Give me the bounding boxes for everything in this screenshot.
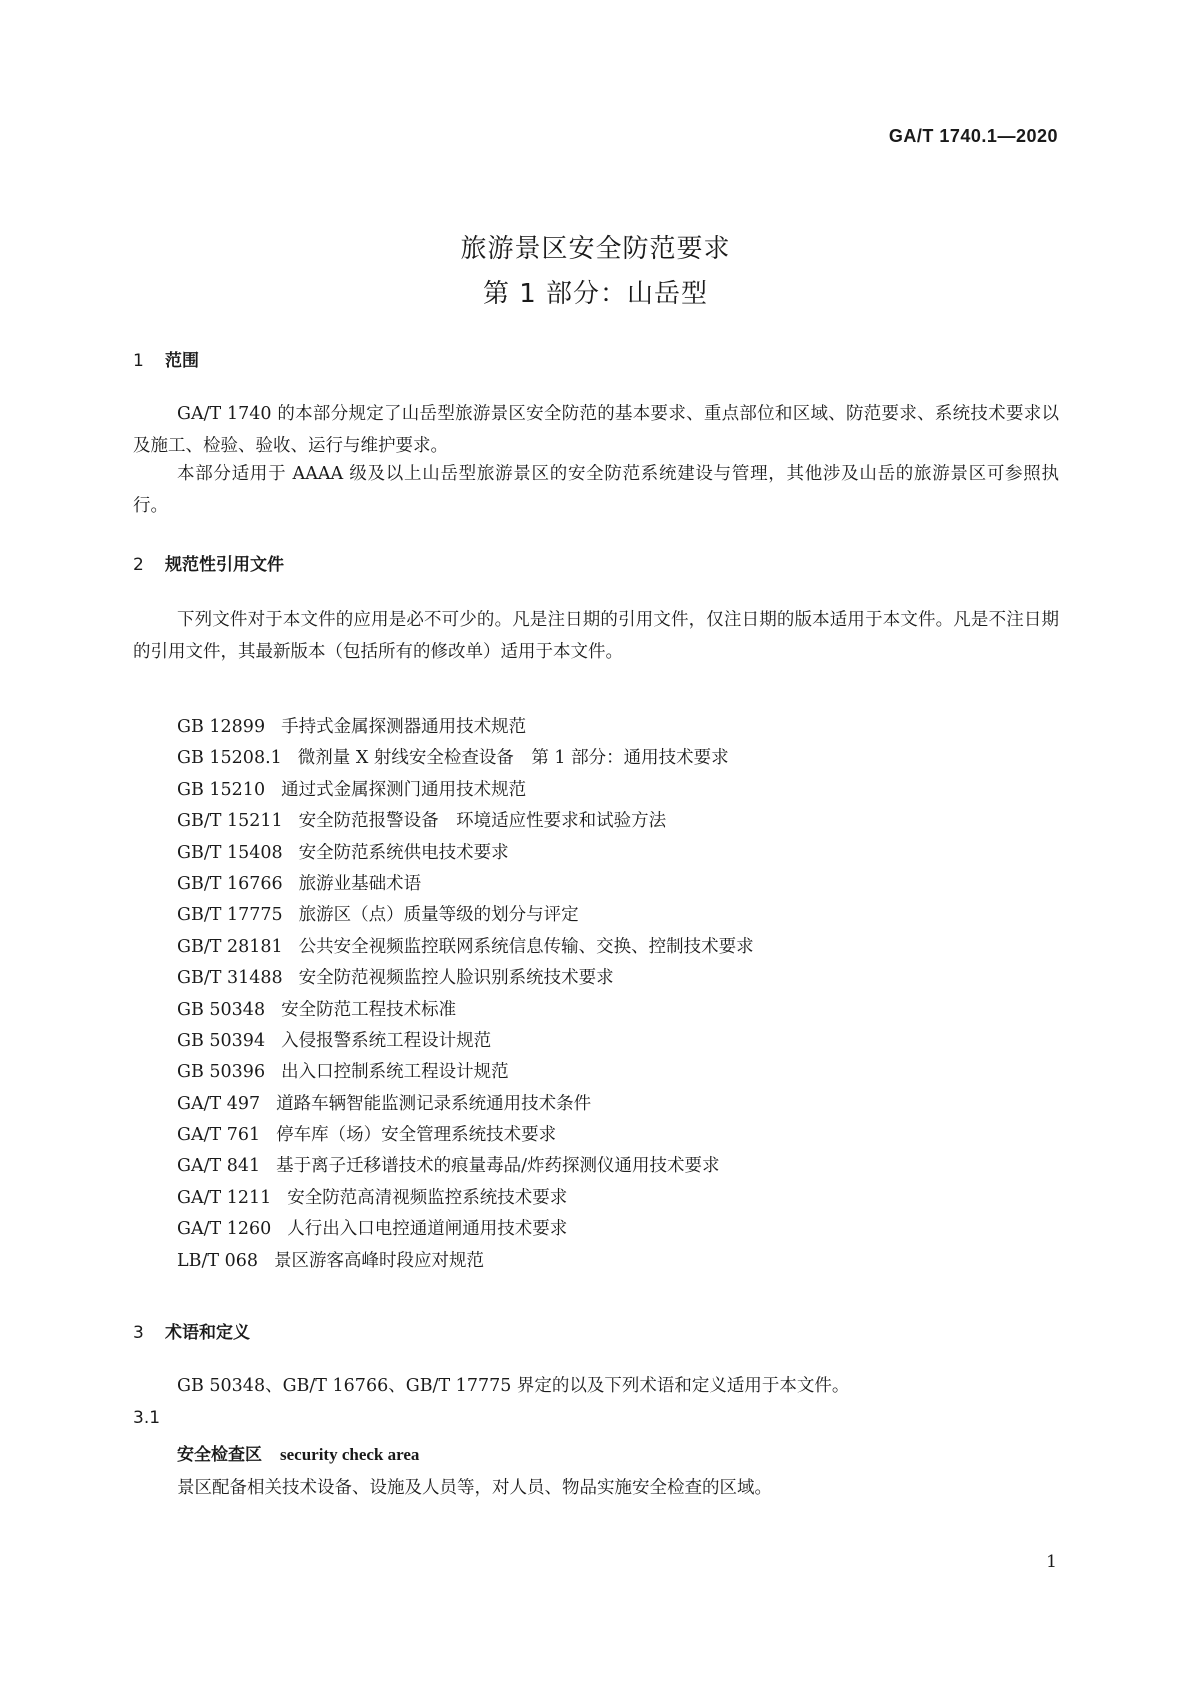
- document-subtitle: 第 1 部分：山岳型: [482, 279, 709, 309]
- section-3-heading: [133, 1318, 250, 1343]
- section-number: 3: [133, 1323, 144, 1343]
- reference-title: 安全防范工程技术标准: [281, 999, 457, 1020]
- reference-code: GB 12899: [177, 717, 266, 737]
- term-name: [177, 1440, 419, 1465]
- reference-title: 微剂量 X 射线安全检查设备 第 1 部分：通用技术要求: [297, 748, 729, 769]
- reference-item: [177, 1151, 754, 1182]
- reference-code: GA/T 761: [177, 1125, 261, 1146]
- reference-code: GA/T 841: [177, 1156, 261, 1177]
- standard-code: GA/T 1740.1—2020: [888, 126, 1058, 146]
- reference-item: [177, 900, 754, 931]
- term-definition: 景区配备相关技术设备、设施及人员等，对人员、物品实施安全检查的区域。: [177, 1478, 772, 1498]
- reference-code: GB/T 15211: [177, 811, 283, 832]
- section-number: 1: [133, 351, 144, 371]
- term-number: 3.1: [133, 1408, 161, 1428]
- reference-item: [177, 743, 754, 774]
- normative-reference-list: [177, 712, 754, 1277]
- reference-title: 基于离子迁移谱技术的痕量毒品/炸药探测仪通用技术要求: [276, 1156, 720, 1177]
- reference-code: LB/T 068: [177, 1250, 259, 1271]
- reference-code: GB/T 28181: [177, 936, 283, 957]
- page-number: 1: [1046, 1552, 1057, 1572]
- reference-title: 道路车辆智能监测记录系统通用技术条件: [276, 1093, 592, 1114]
- reference-title: 入侵报警系统工程设计规范: [281, 1030, 492, 1051]
- reference-item: [177, 1214, 754, 1245]
- reference-item: [177, 1057, 754, 1088]
- reference-code: GB/T 16766: [177, 873, 283, 894]
- reference-item: [177, 869, 754, 900]
- reference-title: 安全防范报警设备 环境适应性要求和试验方法: [298, 811, 667, 832]
- reference-code: GB 15210: [177, 779, 266, 800]
- reference-item: [177, 963, 754, 994]
- reference-item: [177, 806, 754, 837]
- reference-title: 安全防范视频监控人脸识别系统技术要求: [298, 968, 614, 989]
- section-number: 2: [133, 555, 144, 575]
- section-2-paragraph-1: 下列文件对于本文件的应用是必不可少的。凡是注日期的引用文件，仅注日期的版本适用于本文件。凡是不注日期的引用文件，其最新版本（包括所有的修改单）适用于本文件。: [133, 610, 1059, 662]
- reference-title: 人行出入口电控通道闸通用技术要求: [287, 1219, 568, 1240]
- reference-item: [177, 1089, 754, 1120]
- section-title: 范围: [165, 351, 199, 371]
- reference-code: GA/T 1211: [177, 1187, 272, 1208]
- reference-item: [177, 1183, 754, 1214]
- reference-item: [177, 1246, 754, 1277]
- reference-code: GB/T 17775: [177, 905, 283, 926]
- section-title: 规范性引用文件: [165, 555, 284, 575]
- reference-code: GB/T 31488: [177, 968, 283, 989]
- reference-code: GB/T 15408: [177, 842, 283, 863]
- reference-item: [177, 995, 754, 1026]
- reference-title: 公共安全视频监控联网系统信息传输、交换、控制技术要求: [298, 936, 754, 957]
- section-1-paragraph-1: GA/T 1740 的本部分规定了山岳型旅游景区安全防范的基本要求、重点部位和区域、防范要求、系统技术要求以及施工、检验、验收、运行与维护要求。: [133, 404, 1059, 456]
- reference-title: 景区游客高峰时段应对规范: [274, 1250, 485, 1271]
- reference-code: GB 50396: [177, 1062, 266, 1083]
- term-name-zh: 安全检查区: [177, 1445, 262, 1465]
- reference-title: 手持式金属探测器通用技术规范: [281, 717, 527, 737]
- reference-code: GB 15208.1: [177, 748, 282, 769]
- section-1-paragraph-2: 本部分适用于 AAAA 级及以上山岳型旅游景区的安全防范系统建设与管理，其他涉及山岳的旅游景区可参照执行。: [133, 464, 1059, 516]
- reference-code: GB 50348: [177, 999, 266, 1020]
- reference-title: 停车库（场）安全管理系统技术要求: [276, 1125, 557, 1146]
- reference-code: GA/T 497: [177, 1093, 261, 1114]
- reference-title: 旅游业基础术语: [298, 873, 422, 894]
- reference-item: [177, 712, 754, 743]
- section-title: 术语和定义: [165, 1323, 250, 1343]
- section-1-heading: [133, 346, 199, 371]
- reference-item: [177, 775, 754, 806]
- reference-title: 旅游区（点）质量等级的划分与评定: [298, 905, 579, 926]
- reference-item: [177, 932, 754, 963]
- reference-title: 通过式金属探测门通用技术规范: [281, 779, 527, 800]
- reference-item: [177, 838, 754, 869]
- reference-code: GA/T 1260: [177, 1219, 272, 1240]
- reference-code: GB 50394: [177, 1030, 266, 1051]
- section-3-paragraph-1: GB 50348、GB/T 16766、GB/T 17775 界定的以及下列术语和定义适用于本文件。: [177, 1376, 850, 1396]
- reference-title: 安全防范高清视频监控系统技术要求: [287, 1187, 568, 1208]
- reference-item: [177, 1120, 754, 1151]
- reference-item: [177, 1026, 754, 1057]
- document-title: 旅游景区安全防范要求: [460, 234, 731, 264]
- section-2-heading: [133, 550, 284, 575]
- term-name-en: security check area: [280, 1445, 420, 1464]
- reference-title: 安全防范系统供电技术要求: [298, 842, 509, 863]
- reference-title: 出入口控制系统工程设计规范: [281, 1062, 509, 1083]
